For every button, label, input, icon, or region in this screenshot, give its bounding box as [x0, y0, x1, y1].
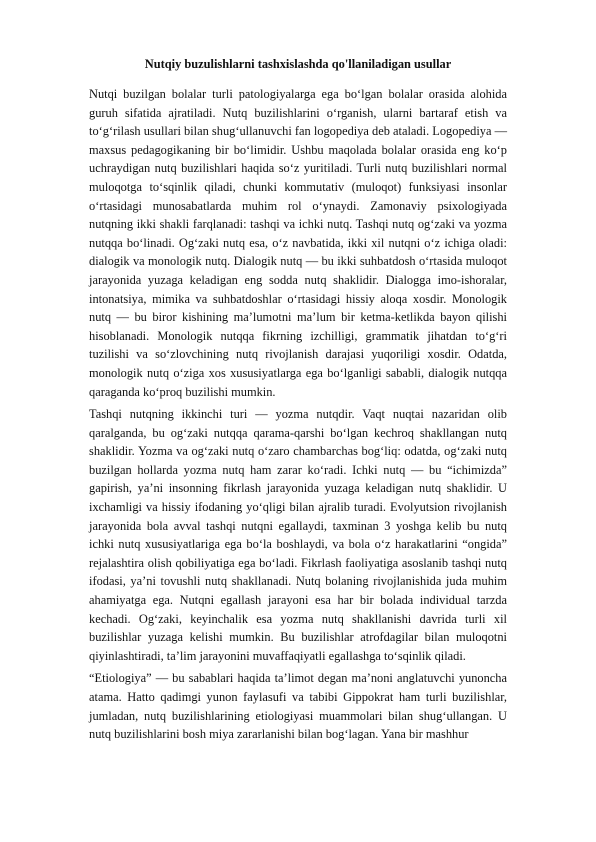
paragraph-2: Tashqi nutqning ikkinchi turi — yozma nutqdir. Vaqt nuqtai nazaridan olib qaralganda, bu og‘zaki nutqqa qarama-qarshi bo‘lgan kechroq shakllangan nutq shaklidir. Yozma va og‘zaki nutq o‘zaro chambarchas bog‘liq: odatda, og‘zaki nutq buzilgan hollarda yozma nutq ham zarar ko‘radi. Ichki nutq — bu “ichimizda” gapirish, ya’ni insonning fikrlash jarayonida yuzaga keladigan nutq shaklidir. U ixchamligi va hissiy ifodaning yo‘qligi bilan ajralib turadi. Evolyutsion rivojlanish jarayonida bola avval tashqi nutqni egallaydi, taxminan 3 yoshga kelib bu nutq ichki nutq xususiyatlariga ega bo‘la boshlaydi, va bola o‘z harakatlarini “ongida” rejalashtira olish qobiliyatiga ega bo‘ladi. Fikrlash faoliyatiga asoslanib tashqi nutq ifodasi, ya’ni tovushli nutq shakllanadi. Nutq bolaning rivojlanishida juda muhim ahamiyatga ega. Nutqni egallash jarayoni esa har bir bolada individual tarzda kechadi. Og‘zaki, keyinchalik esa yozma nutq shakllanishi davrida turli xil buzilishlar yuzaga kelishi mumkin. Bu buzilishlar atrofdagilar bilan muloqotni qiyinlashtiradi, ta’lim jarayonini muvaffaqiyatli egallashga to‘sqinlik qiladi. [89, 407, 507, 663]
document-page [89, 56, 507, 748]
paragraph-3: “Etiologiya” — bu sabablari haqida ta’limot degan ma’noni anglatuvchi yunoncha atama. Hatto qadimgi yunon faylasufi va tabibi Gippokrat ham turli buzilishlar, jumladan, nutq buzilishlarining etiologiyasi muammolari bilan shug‘ullangan. U nutq buzilishlarini bosh miya zararlanishi bilan bog‘lagan. Yana bir mashhur [89, 671, 507, 742]
paragraph-1: Nutqi buzilgan bolalar turli patologiyalarga ega bo‘lgan bolalar orasida alohida guruh sifatida ajratiladi. Nutq buzilishlarini o‘rganish, ularni bartaraf etish va to‘g‘rilash usullari bilan shug‘ullanuvchi fan logopediya deb ataladi. Logopediya — maxsus pedagogikaning bir bo‘limidir. Ushbu maqolada bolalar orasida eng ko‘p uchraydigan nutq buzilishlari haqida so‘z yuritiladi. Turli nutq buzilishlari normal muloqotga to‘sqinlik qiladi, chunki kommutativ (muloqot) funksiyasi insonlar o‘rtasidagi munosabatlarda muhim rol o‘ynaydi. Zamonaviy psixologiyada nutqning ikki shakli farqlanadi: tashqi va ichki nutq. Tashqi nutq og‘zaki va yozma nutqqa bo‘linadi. Og‘zaki nutq esa, o‘z navbatida, ikki xil nutqni o‘z ichiga oladi: dialogik va monologik nutq. Dialogik nutq — bu ikki suhbatdosh o‘rtasida muloqot jarayonida yuzaga keladigan eng sodda nutq shaklidir. Dialogga imo-ishoralar, intonatsiya, mimika va suhbatdoshlar o‘rtasidagi hissiy aloqa xosdir. Monologik nutq — bu biror kishining ma’lumotni ma’lum bir ketma-ketlikda bayon qilishi hisoblanadi. Monologik nutqqa fikrning izchilligi, grammatik jihatdan to‘g‘ri tuzilishi va so‘zlovchining nutq rivojlanish darajasi yuqoriligi xosdir. Odatda, monologik nutq o‘ziga xos xususiyatlarga ega bo‘lganligi sababli, dialogik nutqqa qaraganda ko‘proq buzilishi mumkin. [89, 87, 507, 399]
page-title: Nutqiy buzulishlarni tashxislashda qo'llaniladigan usullar [144, 57, 452, 71]
